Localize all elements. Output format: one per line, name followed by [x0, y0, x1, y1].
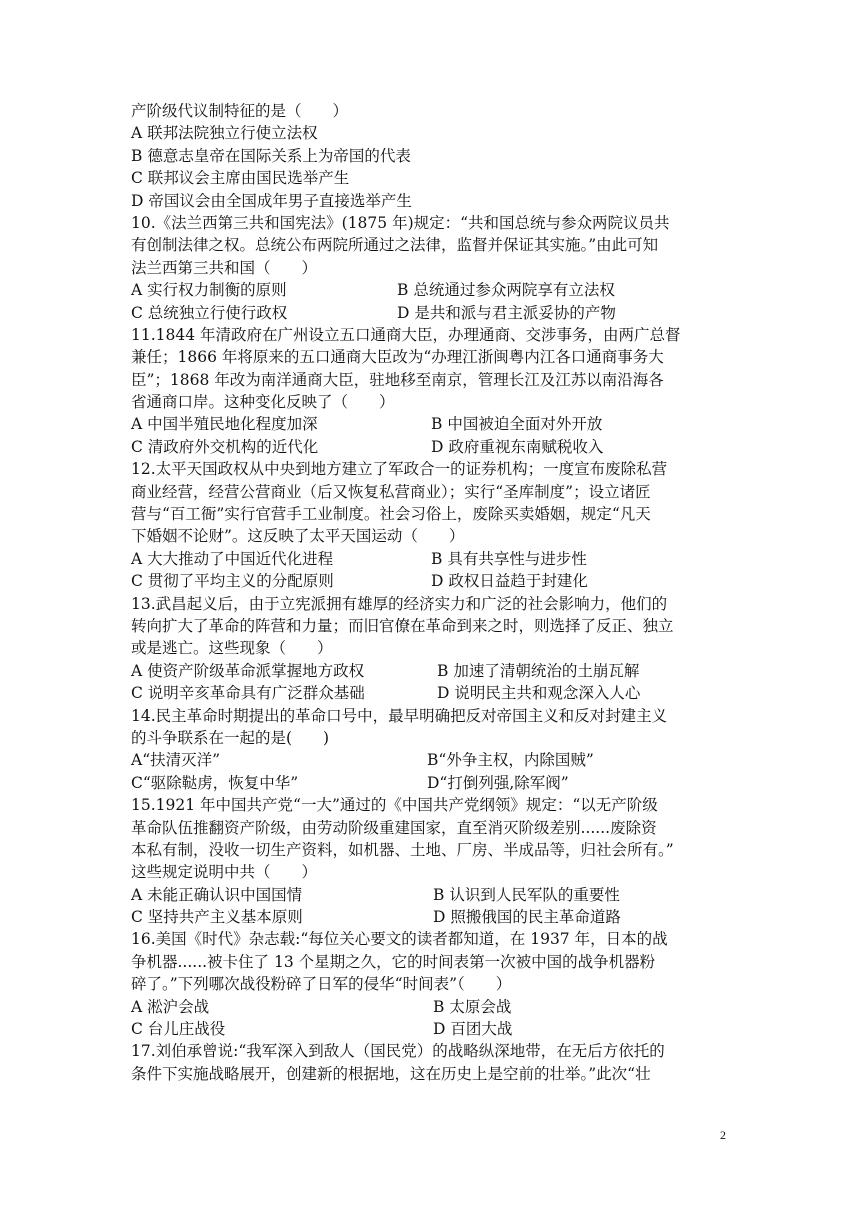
answer-option: B 加速了清朝统治的土崩瓦解 — [437, 661, 640, 680]
text-line: 13.武昌起义后，由于立宪派拥有雄厚的经济实力和广泛的社会影响力，他们的 — [131, 594, 668, 613]
answer-option: C 总统独立行使行政权 — [131, 303, 288, 322]
text-line: 12.太平天国政权从中央到地方建立了军政合一的证券机构；一度宣布废除私营 — [131, 460, 668, 479]
text-line: 10.《法兰西第三共和国宪法》(1875 年)规定：“共和国总统与参众两院议员共 — [131, 213, 670, 232]
text-line: 兼任；1866 年将原来的五口通商大臣改为“办理江浙闽粤内江各口通商事务大 — [131, 348, 664, 367]
option-row — [131, 884, 736, 906]
option-row — [131, 279, 736, 301]
text-line: 16.美国《时代》杂志载:“每位关心要文的读者都知道，在 1937 年，日本的战 — [131, 930, 668, 949]
answer-option: B 太原会战 — [433, 997, 512, 1016]
text-line: 14.民主革命时期提出的革命口号中，最早明确把反对帝国主义和反对封建主义 — [131, 706, 668, 725]
text-line: 省通商口岸。这种变化反映了（ ） — [131, 393, 395, 412]
answer-option: C 清政府外交机构的近代化 — [131, 437, 319, 456]
text-line: 转向扩大了革命的阵营和力量；而旧官僚在革命到来之时，则选择了反正、独立 — [131, 616, 674, 635]
option-row — [131, 413, 736, 435]
answer-option: B 中国被迫全面对外开放 — [431, 415, 603, 434]
answer-option: A 使资产阶级革命派掌握地方政权 — [131, 661, 365, 680]
text-line: 这些规定说明中共（ ） — [131, 863, 318, 882]
answer-option: C 贯彻了平均主义的分配原则 — [131, 572, 334, 591]
option-row — [131, 749, 736, 771]
answer-option: C“驱除鞑虏，恢复中华” — [131, 773, 299, 792]
answer-option: A“扶清灭洋” — [131, 751, 221, 770]
text-line: 革命队伍推翻资产阶级，由劳动阶级重建国家，直至消灭阶级差别......废除资 — [131, 818, 657, 837]
option-row — [131, 302, 736, 324]
exam-question-text — [131, 100, 736, 1085]
text-line: 下婚姻不论财”。这反映了太平天国运动（ ） — [131, 527, 465, 546]
text-line: 11.1844 年清政府在广州设立五口通商大臣，办理通商、交涉事务，由两广总督 — [131, 325, 681, 344]
text-line: 本私有制，没收一切生产资料，如机器、土地、厂房、半成品等，归社会所有。” — [131, 840, 674, 859]
text-line: B 德意志皇帝在国际关系上为帝国的代表 — [131, 146, 411, 165]
answer-option: D 百团大战 — [433, 1020, 513, 1039]
text-line: 有创制法律之权。总统公布两院所通过之法律，监督并保证其实施。”由此可知 — [131, 236, 659, 255]
answer-option: A 实行权力制衡的原则 — [131, 281, 287, 300]
text-line: 的斗争联系在一起的是( ) — [131, 728, 330, 747]
text-line: 产阶级代议制特征的是（ ） — [131, 102, 349, 120]
text-line: 臣”；1868 年改为南洋通商大臣，驻地移至南京，管理长江及江苏以南沿海各 — [131, 370, 664, 389]
text-line: 争机器......被卡住了 13 个星期之久，它的时间表第一次被中国的战争机器粉 — [131, 952, 656, 971]
answer-option: A 未能正确认识中国国情 — [131, 885, 303, 904]
text-line: 或是逃亡。这些现象（ ） — [131, 639, 333, 658]
option-row — [131, 570, 736, 592]
option-row — [131, 1018, 736, 1040]
text-line: 碎了。”下列哪次战役粉碎了日军的侵华“时间表”（ ） — [131, 975, 512, 994]
text-line: 商业经营，经营公营商业（后又恢复私营商业）；实行“圣库制度”；设立诸匠 — [131, 482, 651, 501]
answer-option: A 大大推动了中国近代化进程 — [131, 549, 334, 568]
answer-option: A 中国半殖民地化程度加深 — [131, 415, 318, 434]
page-number: 2 — [720, 1128, 726, 1142]
answer-option: C 台儿庄战役 — [131, 1020, 226, 1039]
text-line: D 帝国议会由全国成年男子直接选举产生 — [131, 191, 412, 210]
text-line: 17.刘伯承曾说:“我军深入到敌人（国民党）的战略纵深地带，在无后方依托的 — [131, 1042, 665, 1061]
text-line: 条件下实施战略展开，创建新的根据地，这在历史上是空前的壮举。”此次“壮 — [131, 1064, 651, 1083]
answer-option: D 政府重视东南赋税收入 — [431, 437, 604, 456]
answer-option: B 认识到人民军队的重要性 — [433, 885, 620, 904]
option-row — [131, 660, 736, 682]
answer-option: D 是共和派与君主派妥协的产物 — [397, 303, 616, 322]
option-row — [131, 436, 736, 458]
answer-option: C 说明辛亥革命具有广泛群众基础 — [131, 684, 365, 703]
option-row — [131, 906, 736, 928]
answer-option: D“打倒列强,除军阀” — [427, 773, 569, 792]
answer-option: A 淞沪会战 — [131, 997, 210, 1016]
text-line: C 联邦议会主席由国民选举产生 — [131, 169, 350, 188]
answer-option: B 具有共享性与进步性 — [431, 549, 587, 568]
answer-option: B 总统通过参众两院享有立法权 — [397, 281, 615, 300]
answer-option: B“外争主权，内除国贼” — [427, 751, 594, 770]
text-line: A 联邦法院独立行使立法权 — [131, 124, 318, 143]
option-row — [131, 996, 736, 1018]
text-line: 15.1921 年中国共产党“一大”通过的《中国共产党纲领》规定：“以无产阶级 — [131, 796, 658, 815]
option-row — [131, 548, 736, 570]
text-line: 营与“百工衙”实行官营手工业制度。社会习俗上，废除买卖婚姻，规定“凡天 — [131, 505, 651, 524]
text-line: 法兰西第三共和国（ ） — [131, 258, 318, 277]
answer-option: D 照搬俄国的民主革命道路 — [433, 908, 621, 927]
option-row — [131, 682, 736, 704]
option-row — [131, 772, 736, 794]
answer-option: D 政权日益趋于封建化 — [431, 572, 588, 591]
answer-option: C 坚持共产主义基本原则 — [131, 908, 303, 927]
answer-option: D 说明民主共和观念深入人心 — [437, 684, 641, 703]
